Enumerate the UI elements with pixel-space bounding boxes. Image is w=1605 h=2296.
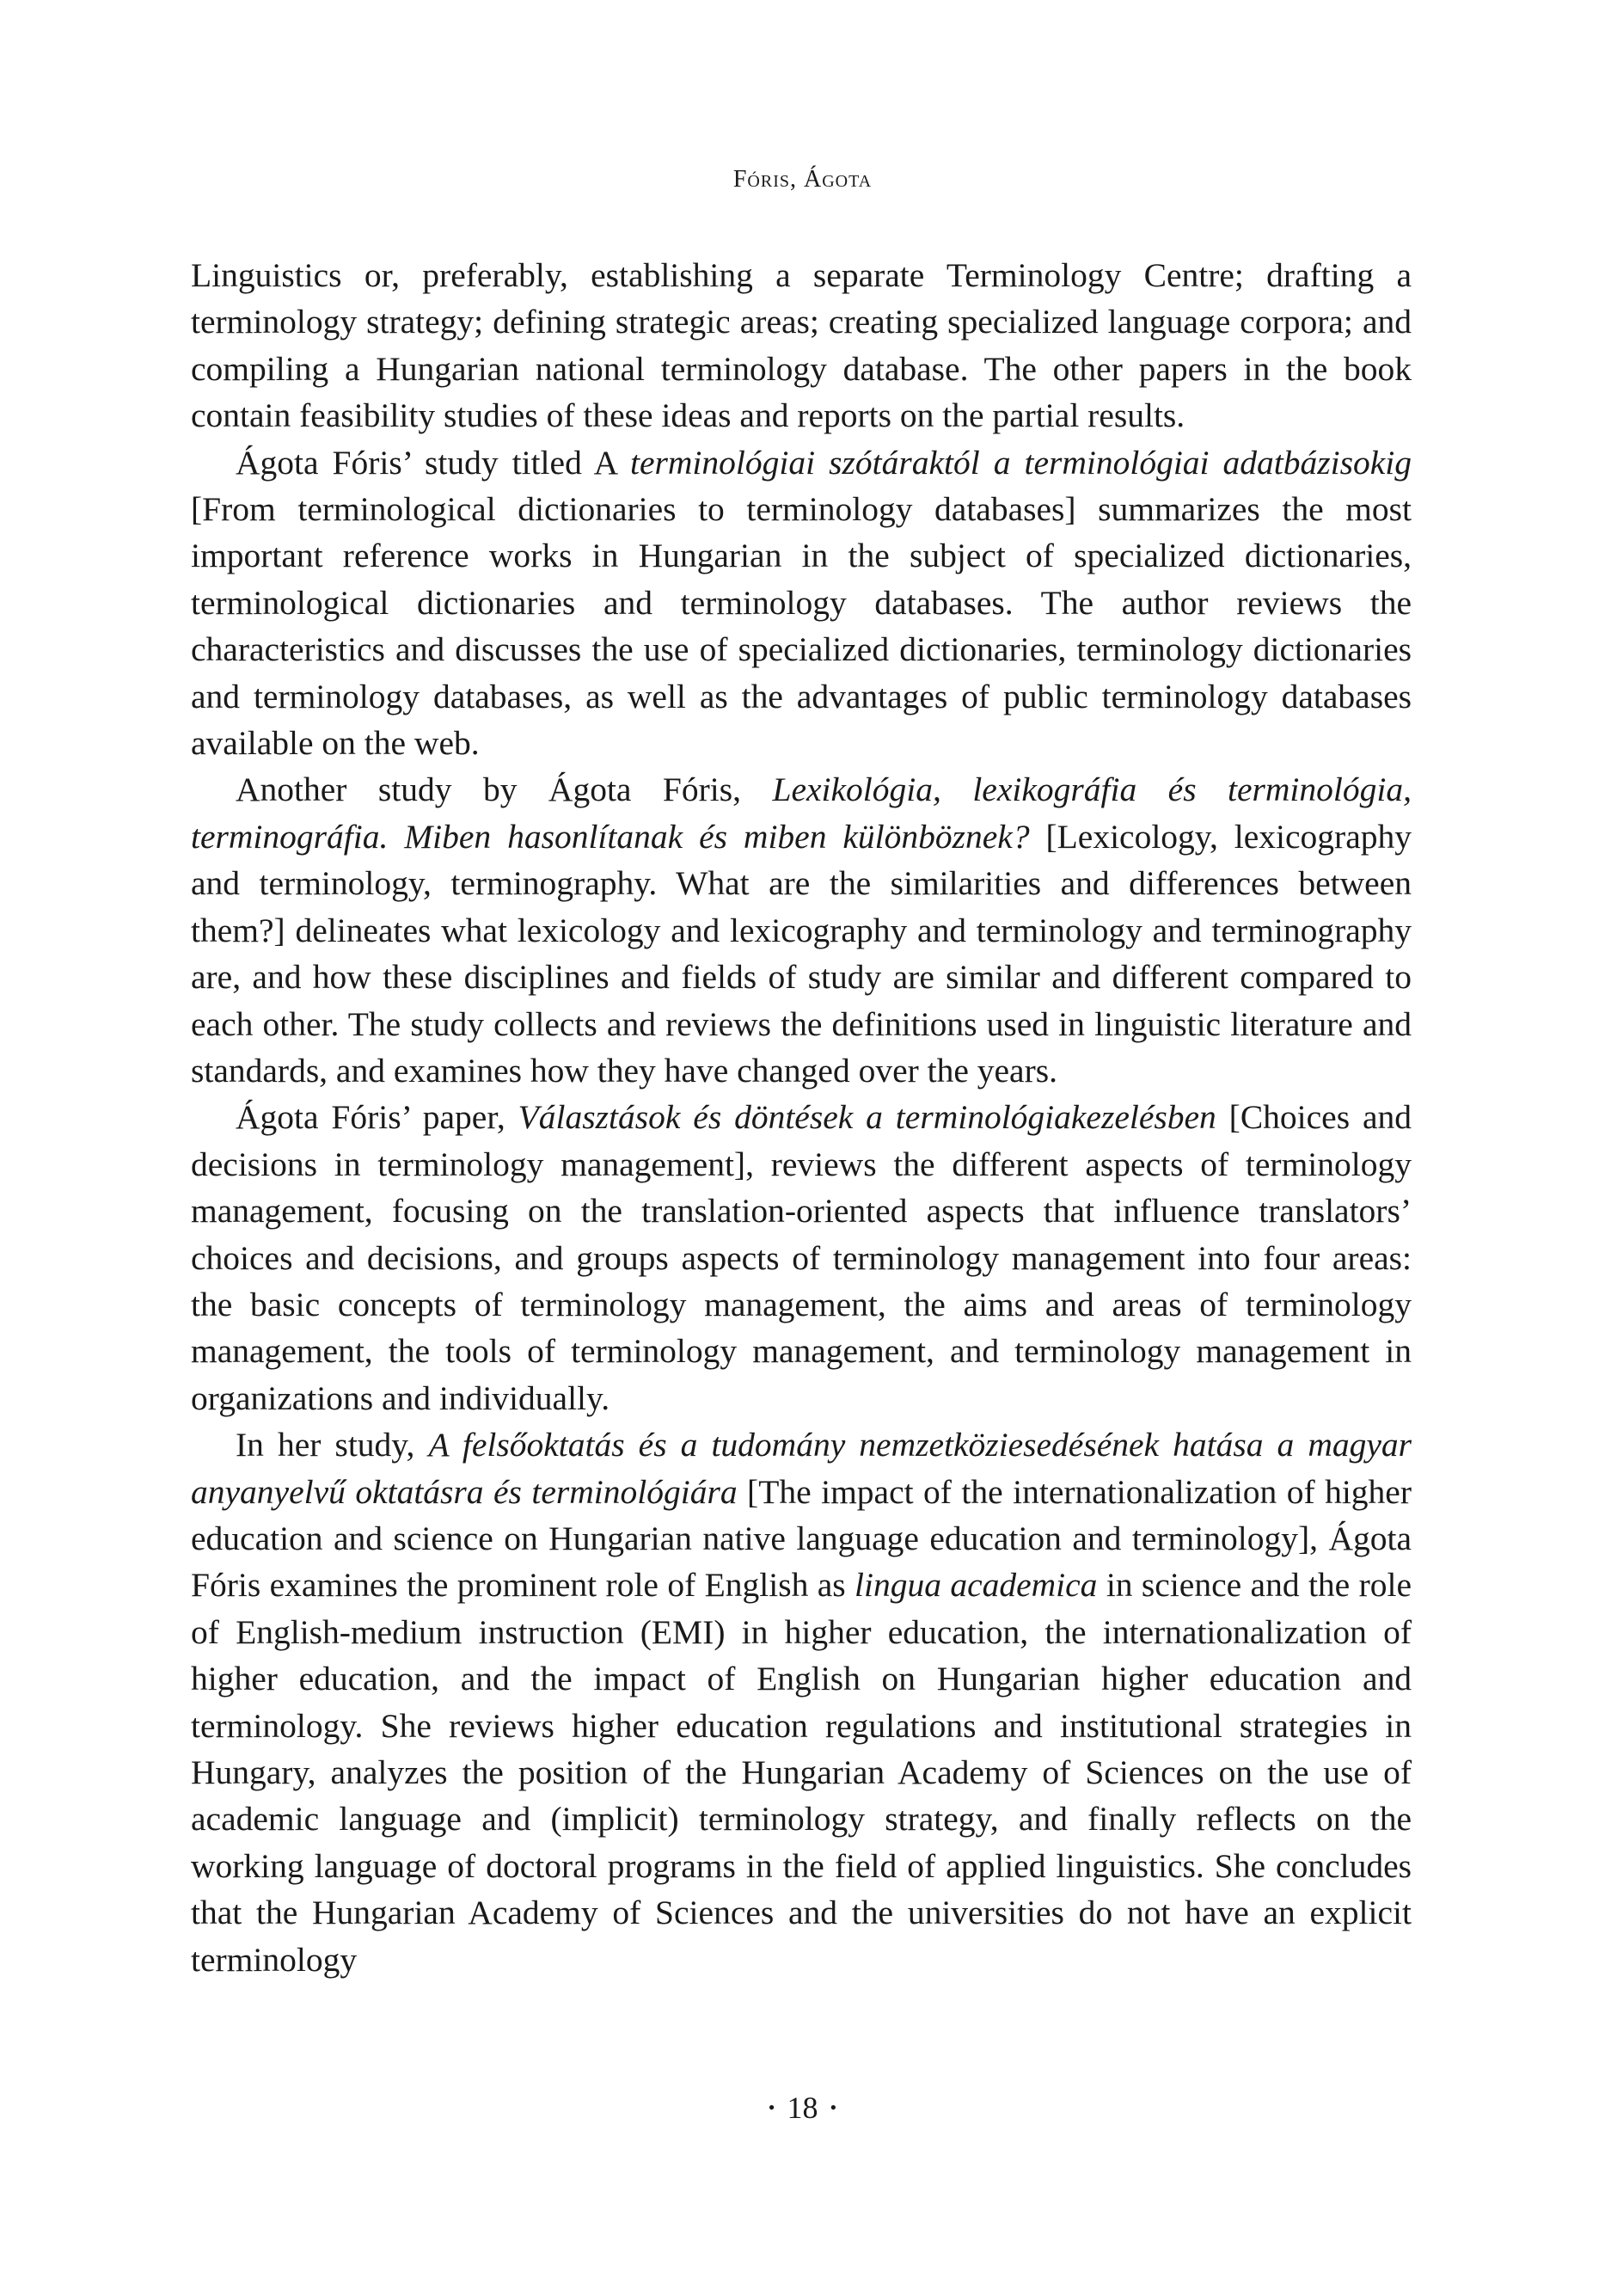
work-title-italic: A felsőoktatás és a tudomány nemzetköziesedésének hatása a magyar anyanyelvű oktatásra és terminológiára: [191, 1426, 1412, 1511]
paragraph-text: Ágota Fóris’ paper,: [236, 1098, 518, 1137]
paragraph-5: [191, 1421, 1412, 1983]
bullet-ornament-icon: •: [830, 2096, 837, 2118]
running-head: Fóris, Ágota: [732, 166, 873, 193]
paragraph-text: [Lexicology, lexicography and terminology, terminography. What are the similarities and differences between them?] delineates what lexicology and lexicography and terminology and terminography are, and how these disciplines and fields of study are similar and different compared to each other. The study collects and reviews the definitions used in linguistic literature and standards, and examines how they have changed over the years.: [191, 817, 1412, 1090]
work-title-italic: Lexikológia, lexikográfia és terminológia, terminográfia. Miben hasonlítanak és miben különböznek?: [191, 770, 1412, 856]
paragraph-text: in science and the role of English-medium instruction (EMI) in higher education, the internationalization of higher education, and the impact of English on Hungarian higher education and terminology. She reviews higher education regulations and institutional strategies in Hungary, analyzes the position of the Hungarian Academy of Sciences on the use of academic language and (implicit) terminology strategy, and finally reflects on the working language of doctoral programs in the field of applied linguistics. She concludes that the Hungarian Academy of Sciences and the universities do not have an explicit terminology: [191, 1566, 1412, 1979]
work-title-italic: terminológiai szótáraktól a terminológiai adatbázisokig: [630, 443, 1412, 482]
page-number: 18: [787, 2090, 818, 2125]
body-text: [191, 252, 1412, 1983]
paragraph-3: [191, 766, 1412, 1094]
paragraph-4: [191, 1094, 1412, 1421]
page-number-footer: [0, 2090, 1605, 2126]
latin-term-italic: lingua academica: [855, 1566, 1098, 1605]
work-title-italic: Választások és döntések a terminológiakezelésben: [518, 1098, 1216, 1137]
paragraph-text: [From terminological dictionaries to terminology databases] summarizes the most important reference works in Hungarian in the subject of specialized dictionaries, terminological dictionaries and terminology databases. The author reviews the characteristics and discusses the use of specialized dictionaries, terminology dictionaries and terminology databases, as well as the advantages of public terminology databases available on the web.: [191, 490, 1412, 763]
paragraph-text: Ágota Fóris’ study titled A: [236, 443, 631, 482]
paragraph-text: [Choices and decisions in terminology management], reviews the different aspects of terminology management, focusing on the translation-oriented aspects that influence translators’ choices and decisions, and groups aspects of terminology management into four areas: the basic concepts of terminology management, the aims and areas of terminology management, the tools of terminology management, and terminology management in organizations and individually.: [191, 1098, 1412, 1417]
paragraph-1: [191, 252, 1412, 439]
paragraph-text: Linguistics or, preferably, establishing a separate Terminology Centre; drafting a terminology strategy; defining strategic areas; creating specialized language corpora; and compiling a Hungarian national terminology database. The other papers in the book contain feasibility studies of these ideas and reports on the partial results.: [191, 256, 1412, 435]
paragraph-text: Another study by Ágota Fóris,: [236, 770, 773, 809]
paragraph-text: In her study,: [236, 1426, 429, 1464]
paragraph-2: [191, 439, 1412, 767]
bullet-ornament-icon: •: [768, 2096, 775, 2118]
paragraph-text: [The impact of the internationalization of higher education and science on Hungarian native language education and terminology], Ágota Fóris examines the prominent role of English as: [191, 1472, 1412, 1605]
